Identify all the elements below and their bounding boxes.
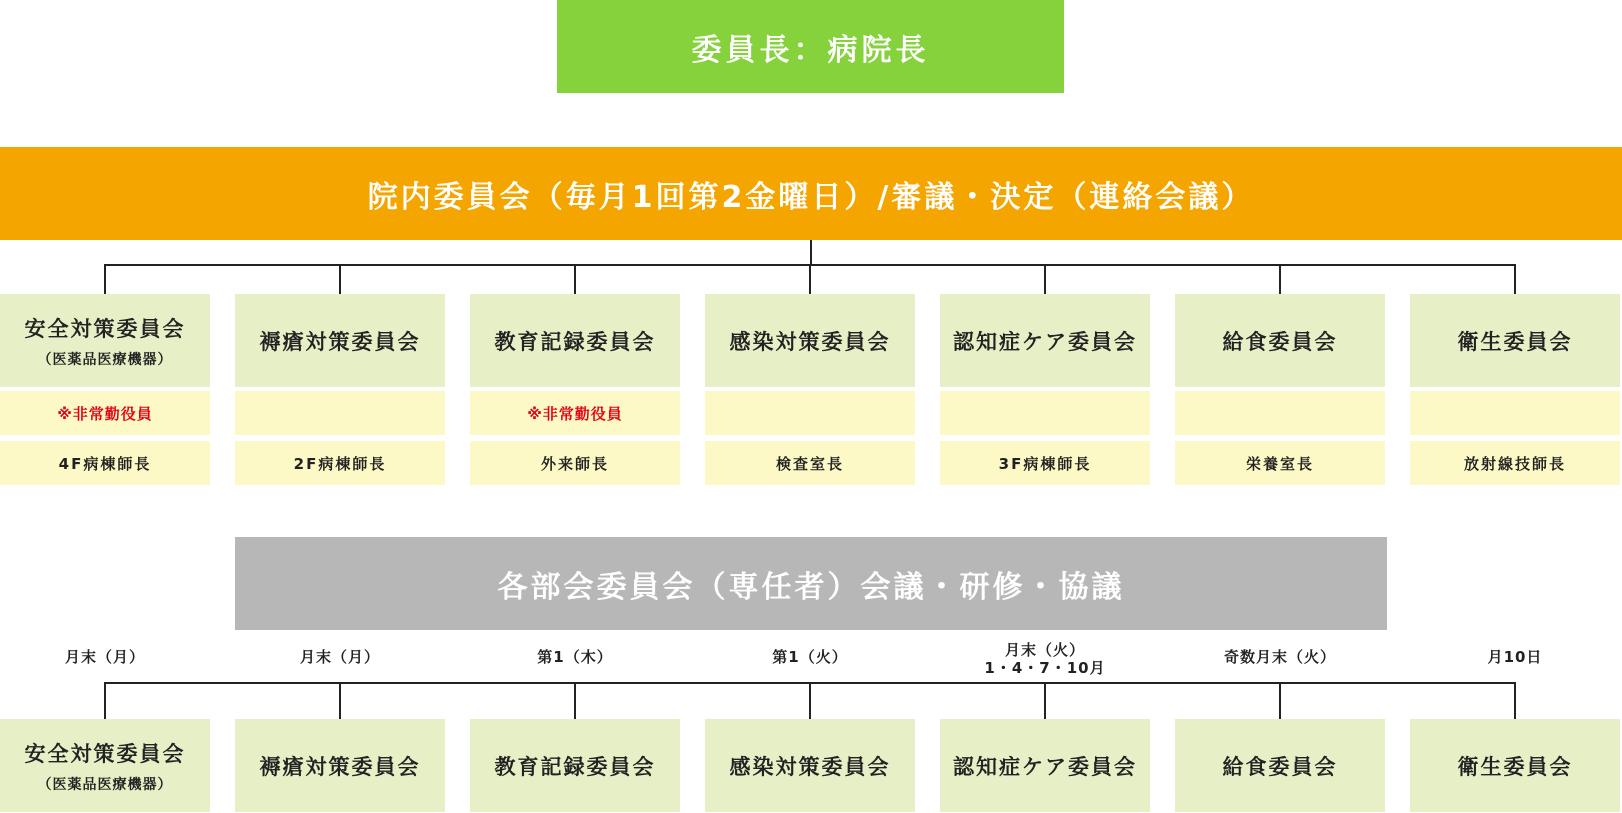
lower-drop-line: [1279, 682, 1281, 719]
upper-committee-box: [470, 294, 680, 387]
committee-head: [1175, 441, 1385, 485]
schedule-line: 月末（火）: [1004, 641, 1085, 659]
committee-note: [470, 391, 680, 435]
lower-committee-box: [470, 719, 680, 812]
committee-schedule: [1175, 648, 1385, 666]
committee-note: [1410, 391, 1620, 435]
upper-drop-line: [1279, 264, 1281, 294]
committee-note-text: ※非常勤役員: [57, 404, 153, 423]
schedule-line: 月末（月）: [299, 648, 380, 666]
committee-note: [705, 391, 915, 435]
committee-subtitle: （医薬品医療機器）: [37, 776, 173, 793]
upper-committee-box: [0, 294, 210, 387]
upper-committee-box: [1175, 294, 1385, 387]
committee-name: 給食委員会: [1222, 329, 1338, 354]
chair-label: 委員長：病院長: [691, 32, 930, 68]
upper-committee-box: [705, 294, 915, 387]
lower-committee-box: [705, 719, 915, 812]
committee-head-text: 2F病棟師長: [293, 454, 387, 473]
committee-note: [1175, 391, 1385, 435]
lower-drop-line: [104, 682, 106, 719]
chair-box: [557, 0, 1064, 93]
committee-name: 褥瘡対策委員会: [259, 329, 421, 354]
schedule-line: 第1（火）: [772, 648, 848, 666]
committee-name: 認知症ケア委員会: [953, 329, 1137, 354]
committee-name: 衛生委員会: [1457, 754, 1573, 779]
committee-note-text: ※非常勤役員: [527, 404, 623, 423]
committee-head-text: 検査室長: [775, 454, 844, 473]
lower-drop-line: [809, 682, 811, 719]
upper-drop-line: [339, 264, 341, 294]
upper-drop-line: [574, 264, 576, 294]
committee-head: [235, 441, 445, 485]
sub-meeting-label: 各部会委員会（専任者）会議・研修・協議: [497, 569, 1125, 605]
committee-name: 教育記録委員会: [494, 329, 656, 354]
committee-name: 感染対策委員会: [729, 329, 891, 354]
lower-drop-line: [339, 682, 341, 719]
committee-head: [470, 441, 680, 485]
main-committee-label: 院内委員会（毎月1回第2金曜日）/審議・決定（連絡会議）: [367, 179, 1255, 215]
committee-schedule: [0, 648, 210, 666]
committee-note: [0, 391, 210, 435]
committee-name: 衛生委員会: [1457, 329, 1573, 354]
committee-name: 教育記録委員会: [494, 754, 656, 779]
committee-head-text: 3F病棟師長: [998, 454, 1092, 473]
schedule-line: 奇数月末（火）: [1223, 648, 1336, 666]
lower-committee-box: [1175, 719, 1385, 812]
schedule-line: 第1（木）: [537, 648, 613, 666]
committee-head: [940, 441, 1150, 485]
committee-head-text: 栄養室長: [1245, 454, 1314, 473]
committee-head: [705, 441, 915, 485]
upper-drop-line: [1514, 264, 1516, 294]
committee-name: 認知症ケア委員会: [953, 754, 1137, 779]
committee-head: [0, 441, 210, 485]
upper-committee-box: [940, 294, 1150, 387]
lower-drop-line: [1514, 682, 1516, 719]
committee-schedule: [235, 648, 445, 666]
lower-committee-box: [235, 719, 445, 812]
schedule-line: 月末（月）: [64, 648, 145, 666]
upper-committee-box: [1410, 294, 1620, 387]
upper-trunk-line: [810, 240, 812, 265]
committee-note: [940, 391, 1150, 435]
lower-committee-box: [940, 719, 1150, 812]
committee-subtitle: （医薬品医療機器）: [37, 351, 173, 368]
sub-meeting-band: [235, 537, 1387, 630]
committee-head: [1410, 441, 1620, 485]
upper-drop-line: [809, 264, 811, 294]
lower-drop-line: [574, 682, 576, 719]
committee-head-text: 外来師長: [540, 454, 609, 473]
committee-name: 給食委員会: [1222, 754, 1338, 779]
committee-schedule: [940, 641, 1150, 677]
schedule-line: 月10日: [1487, 648, 1543, 666]
committee-schedule: [470, 648, 680, 666]
main-committee-band: [0, 147, 1622, 240]
lower-drop-line: [1044, 682, 1046, 719]
lower-committee-box: [1410, 719, 1620, 812]
committee-schedule: [1410, 648, 1620, 666]
committee-name: 感染対策委員会: [729, 754, 891, 779]
committee-name: 安全対策委員会: [24, 741, 186, 766]
upper-committee-box: [235, 294, 445, 387]
lower-committee-box: [0, 719, 210, 812]
upper-drop-line: [1044, 264, 1046, 294]
committee-schedule: [705, 648, 915, 666]
upper-drop-line: [104, 264, 106, 294]
committee-head-text: 4F病棟師長: [58, 454, 152, 473]
committee-head-text: 放射線技師長: [1463, 454, 1566, 473]
committee-name: 褥瘡対策委員会: [259, 754, 421, 779]
committee-note: [235, 391, 445, 435]
schedule-line: 1・4・7・10月: [984, 659, 1106, 677]
committee-name: 安全対策委員会: [24, 316, 186, 341]
